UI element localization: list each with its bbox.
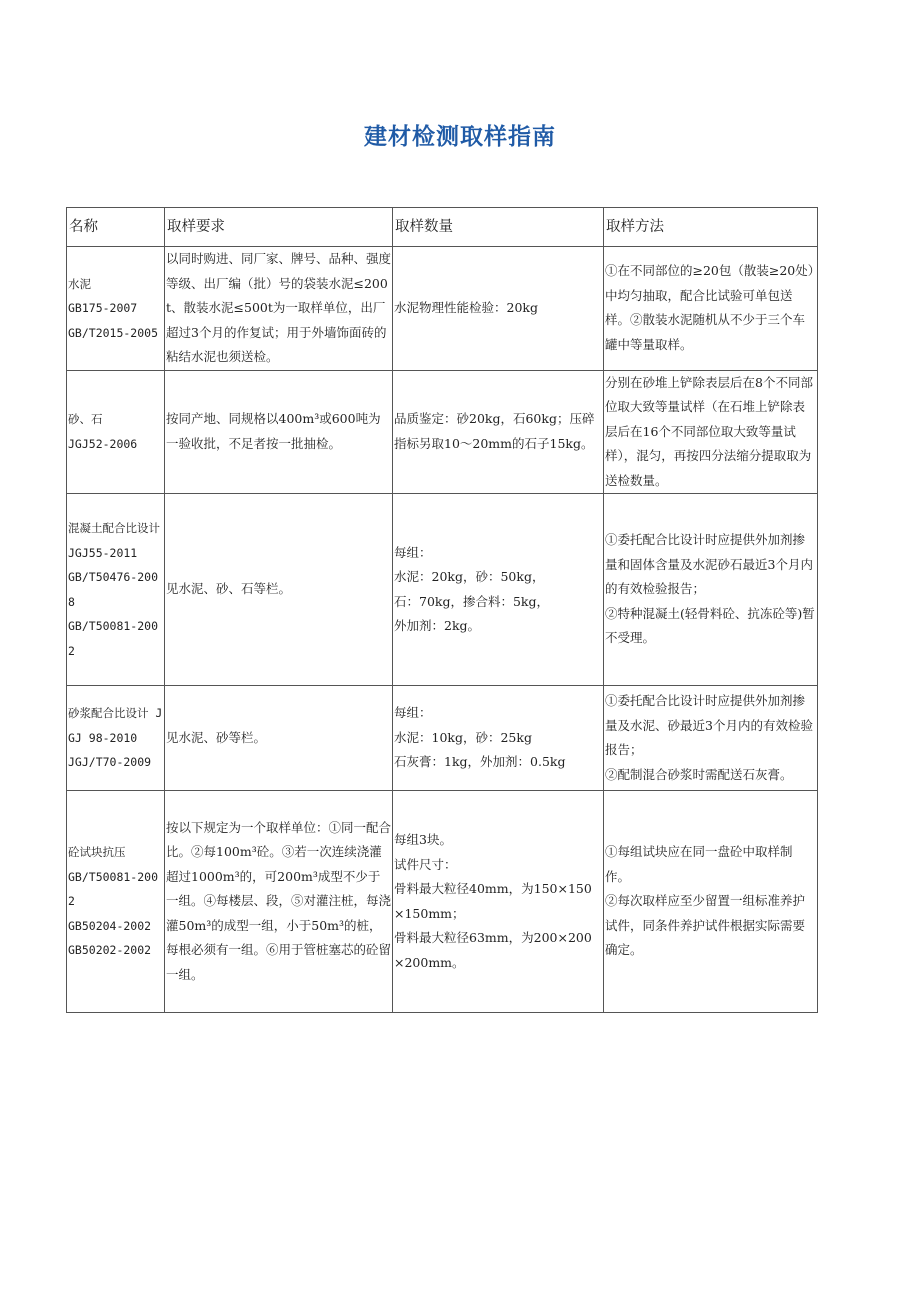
material-name: 砂浆配合比设计 JGJ 98-2010 JGJ/T70-2009 (67, 686, 165, 791)
sampling-quantity: 每组3块。 试件尺寸： 骨料最大粒径40mm，为150×150×150mm； 骨料最大粒径63mm，为200×200×200mm。 (393, 791, 604, 1013)
sampling-quantity: 每组： 水泥：10kg，砂：25kg 石灰膏：1kg，外加剂：0.5kg (393, 686, 604, 791)
sampling-requirement: 见水泥、砂等栏。 (165, 686, 393, 791)
table-row (67, 494, 818, 686)
sampling-requirement: 见水泥、砂、石等栏。 (165, 494, 393, 686)
sampling-quantity: 品质鉴定：砂20kg，石60kg；压碎指标另取10～20mm的石子15kg。 (393, 370, 604, 494)
sampling-method: ①在不同部位的≥20包（散装≥20处）中均匀抽取，配合比试验可单包送样。②散装水泥随机从不少于三个车罐中等量取样。 (604, 247, 818, 371)
sampling-guide-table (66, 207, 818, 1013)
page-title: 建材检测取样指南 (364, 124, 556, 150)
table-row (67, 370, 818, 494)
sampling-method: ①委托配合比设计时应提供外加剂掺量和固体含量及水泥砂石最近3个月内的有效检验报告； ②特种混凝土(轻骨料砼、抗冻砼等)暂不受理。 (604, 494, 818, 686)
table-row (67, 791, 818, 1013)
material-name: 砂、石 JGJ52-2006 (67, 370, 165, 494)
sampling-requirement: 以同时购进、同厂家、牌号、品种、强度等级、出厂编（批）号的袋装水泥≤200t、散装水泥≤500t为一取样单位，出厂超过3个月的作复试；用于外墙饰面砖的粘结水泥也须送检。 (165, 247, 393, 371)
sampling-method: ①每组试块应在同一盘砼中取样制作。 ②每次取样应至少留置一组标准养护试件，同条件养护试件根据实际需要确定。 (604, 791, 818, 1013)
sampling-quantity: 水泥物理性能检验：20kg (393, 247, 604, 371)
sampling-method: 分别在砂堆上铲除表层后在8个不同部位取大致等量试样（在石堆上铲除表层后在16个不同部位取大致等量试样），混匀，再按四分法缩分提取取为送检数量。 (604, 370, 818, 494)
material-name: 砼试块抗压 GB/T50081-2002 GB50204-2002 GB50202-2002 (67, 791, 165, 1013)
header-requirement: 取样要求 (165, 208, 393, 247)
header-row (67, 208, 818, 247)
table-row (67, 686, 818, 791)
header-method: 取样方法 (604, 208, 818, 247)
material-name: 混凝土配合比设计 JGJ55-2011 GB/T50476-2008 GB/T50081-2002 (67, 494, 165, 686)
sampling-quantity: 每组： 水泥：20kg，砂：50kg， 石：70kg，掺合料：5kg， 外加剂：2kg。 (393, 494, 604, 686)
sampling-requirement: 按以下规定为一个取样单位：①同一配合比。②每100m³砼。③若一次连续浇灌超过1000m³的，可200m³成型不少于一组。④每楼层、段，⑤对灌注桩，每浇灌50m³的成型一组，小于50m³的桩，每根必须有一组。⑥用于管桩塞芯的砼留一组。 (165, 791, 393, 1013)
header-name: 名称 (67, 208, 165, 247)
sampling-requirement: 按同产地、同规格以400m³或600吨为一验收批，不足者按一批抽检。 (165, 370, 393, 494)
header-quantity: 取样数量 (393, 208, 604, 247)
table-row (67, 247, 818, 371)
material-name: 水泥 GB175-2007 GB/T2015-2005 (67, 247, 165, 371)
sampling-method: ①委托配合比设计时应提供外加剂掺量及水泥、砂最近3个月内的有效检验报告； ②配制混合砂浆时需配送石灰膏。 (604, 686, 818, 791)
